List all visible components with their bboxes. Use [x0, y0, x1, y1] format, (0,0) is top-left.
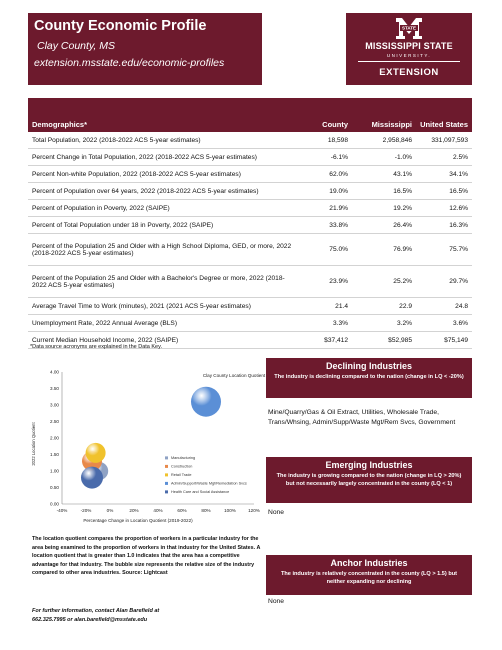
us-value: 34.1%	[416, 166, 472, 183]
row-label: Percent of Total Population under 18 in Poverty, 2022 (SAIPE)	[28, 217, 298, 234]
legend-swatch	[165, 465, 168, 468]
us-value: 331,097,593	[416, 132, 472, 149]
chart-y-axis-label: 2022 Location Quotient	[31, 422, 36, 466]
x-tick-label: -20%	[80, 508, 92, 513]
county-value: 23.9%	[298, 266, 352, 298]
chart-title: Clay County Location Quotient	[202, 373, 266, 378]
emblem-text: STATE	[401, 25, 417, 31]
y-tick-label: 1.50	[50, 452, 59, 458]
table-row	[28, 200, 472, 217]
y-tick-label: 3.00	[50, 402, 59, 408]
y-tick-label: 0.50	[50, 485, 59, 491]
mississippi-value: 25.2%	[352, 266, 416, 298]
table-row	[28, 315, 472, 332]
row-label: Total Population, 2022 (2018-2022 ACS 5-year estimates)	[28, 132, 298, 149]
county-name: Clay County, MS	[37, 40, 115, 52]
chart-legend	[165, 456, 247, 494]
row-label: Percent Non-white Population, 2022 (2018-2022 ACS 5-year estimates)	[28, 166, 298, 183]
row-label: Average Travel Time to Work (minutes), 2021 (2021 ACS 5-year estimates)	[28, 298, 298, 315]
declining-industries-panel	[266, 358, 472, 398]
legend-entry: Construction	[171, 464, 193, 469]
x-tick-label: 100%	[224, 508, 236, 513]
mississippi-value: 26.4%	[352, 217, 416, 234]
legend-swatch	[165, 490, 168, 493]
y-tick-label: 0.00	[50, 501, 59, 507]
us-value: 16.5%	[416, 183, 472, 200]
y-tick-label: 4.00	[50, 369, 59, 375]
us-value: 29.7%	[416, 266, 472, 298]
x-tick-label: 80%	[201, 508, 211, 513]
us-value: $75,149	[416, 332, 472, 349]
mississippi-value: $52,985	[352, 332, 416, 349]
emerging-industries-panel	[266, 457, 472, 503]
legend-entry: Retail Trade	[171, 473, 192, 477]
anchor-industries-panel	[266, 555, 472, 595]
table-body	[28, 132, 472, 349]
msu-extension-logo	[346, 13, 472, 85]
county-value: 33.8%	[298, 217, 352, 234]
contact-line-2[interactable]: 662.325.7995 or alan.barefield@msstate.edu	[32, 616, 148, 623]
table-row	[28, 217, 472, 234]
contact-line-1: For further information, contact Alan Barefield at	[32, 608, 160, 614]
declining-industries-description: The industry is declining compared to the nation (change in LQ < -20%)	[274, 374, 464, 380]
x-tick-label: 120%	[248, 508, 260, 513]
university-name: MISSISSIPPI STATE	[365, 41, 453, 51]
county-value: 18,598	[298, 132, 352, 149]
us-value: 16.3%	[416, 217, 472, 234]
county-value: 21.4	[298, 298, 352, 315]
extension-word: EXTENSION	[379, 67, 439, 78]
mississippi-value: 2,958,846	[352, 132, 416, 149]
y-tick-label: 3.50	[50, 386, 59, 392]
legend-swatch	[165, 482, 168, 485]
header-united-states: United States	[416, 98, 472, 132]
county-value: 19.0%	[298, 183, 352, 200]
emerging-industries-title: Emerging Industries	[325, 460, 413, 470]
legend-entry: Admin/Support/Waste Mgt/Remediation Svcs	[171, 481, 247, 486]
y-tick-label: 1.00	[50, 468, 59, 474]
row-label: Percent of the Population 25 and Older with a Bachelor's Degree or more, 2022 (2018-2022 ACS 5-year estimates)	[28, 266, 298, 298]
legend-swatch	[165, 473, 168, 476]
emerging-industries-list: None	[268, 509, 284, 516]
legend-entry: Manufacturing	[171, 456, 196, 460]
anchor-industries-title: Anchor Industries	[330, 558, 408, 568]
county-value: 3.3%	[298, 315, 352, 332]
mississippi-value: 22.9	[352, 298, 416, 315]
table-row	[28, 183, 472, 200]
table-row	[28, 166, 472, 183]
table-row	[28, 149, 472, 166]
bubble-point	[86, 443, 106, 463]
mississippi-value: 3.2%	[352, 315, 416, 332]
table-row	[28, 266, 472, 298]
y-tick-label: 2.50	[50, 419, 59, 425]
row-label: Unemployment Rate, 2022 Annual Average (BLS)	[28, 315, 298, 332]
header-banner	[28, 13, 262, 85]
legend-swatch	[165, 456, 168, 459]
x-tick-label: 20%	[129, 508, 139, 513]
x-tick-label: -40%	[56, 508, 68, 513]
logo-divider	[358, 61, 460, 62]
chart-x-axis-label: Percentage Change in Location Quotient (2019-2022)	[83, 518, 193, 523]
declining-industries-list: Mine/Quarry/Gas & Oil Extract, Utilities, Wholesale Trade, Trans/Whsing, Admin/Supp/Waste Mgt/Rem Svcs, Government	[268, 409, 456, 426]
county-value: 62.0%	[298, 166, 352, 183]
contact-info	[32, 607, 262, 624]
bubble-point	[191, 387, 221, 417]
university-word: UNIVERSITY.	[386, 53, 432, 58]
page-title: County Economic Profile	[34, 18, 207, 34]
x-tick-label: 40%	[153, 508, 163, 513]
legend-entry: Health Care and Social Assistance	[171, 490, 230, 494]
us-value: 2.5%	[416, 149, 472, 166]
county-value: $37,412	[298, 332, 352, 349]
table-row	[28, 234, 472, 266]
us-value: 75.7%	[416, 234, 472, 266]
county-value: 75.0%	[298, 234, 352, 266]
mississippi-value: 76.9%	[352, 234, 416, 266]
row-label: Percent of the Population 25 and Older with a High School Diploma, GED, or more, 2022 (2018-2022 ACS 5-year estimates)	[28, 234, 298, 266]
anchor-industries-list: None	[268, 598, 284, 605]
profile-url[interactable]: extension.msstate.edu/economic-profiles	[34, 57, 225, 69]
x-tick-label: 60%	[177, 508, 187, 513]
data-source-note: *Data source acronyms are explained in the Data Key.	[30, 344, 162, 350]
location-quotient-explanation: The location quotient compares the proportion of workers in a particular industry for the area being examined to the proportion of workers in that industry for the United States. A location quotient that is greater than 1.0 indicates that the area has a competitive advantage for that industry. The bubble size represents the relative size of the industry compared to other area industries. Source: Lightcast	[32, 536, 261, 577]
msu-emblem-icon	[394, 17, 424, 40]
bubble-point	[81, 467, 103, 489]
y-tick-label: 2.00	[50, 435, 59, 441]
row-label: Current Median Household Income, 2022 (SAIPE)	[28, 332, 298, 349]
row-label: Percent of Population in Poverty, 2022 (SAIPE)	[28, 200, 298, 217]
mississippi-value: 43.1%	[352, 166, 416, 183]
header-demographics: Demographics*	[28, 98, 298, 132]
demographics-table	[28, 98, 472, 349]
table-row	[28, 298, 472, 315]
declining-industries-title: Declining Industries	[325, 361, 412, 371]
x-tick-label: 0%	[106, 508, 114, 513]
table-header-row	[28, 98, 472, 132]
emerging-industries-description: The industry is growing compared to the nation (change in LQ > 20%) but not necessarily largely concentrated in the county (LQ < 1)	[276, 473, 462, 488]
table-row	[28, 132, 472, 149]
us-value: 12.6%	[416, 200, 472, 217]
us-value: 3.6%	[416, 315, 472, 332]
county-value: 21.9%	[298, 200, 352, 217]
row-label: Percent Change in Total Population, 2022 (2018-2022 ACS 5-year estimates)	[28, 149, 298, 166]
mississippi-value: 16.5%	[352, 183, 416, 200]
anchor-industries-description: The industry is relatively concentrated in the county (LQ > 1.5) but neither expanding nor declining	[280, 571, 458, 586]
location-quotient-chart	[22, 362, 268, 530]
mississippi-value: -1.0%	[352, 149, 416, 166]
chart-bubbles	[81, 387, 221, 489]
header-county: County	[298, 98, 352, 132]
row-label: Percent of Population over 64 years, 2022 (2018-2022 ACS 5-year estimates)	[28, 183, 298, 200]
mississippi-value: 19.2%	[352, 200, 416, 217]
county-value: -6.1%	[298, 149, 352, 166]
header-mississippi: Mississippi	[352, 98, 416, 132]
us-value: 24.8	[416, 298, 472, 315]
